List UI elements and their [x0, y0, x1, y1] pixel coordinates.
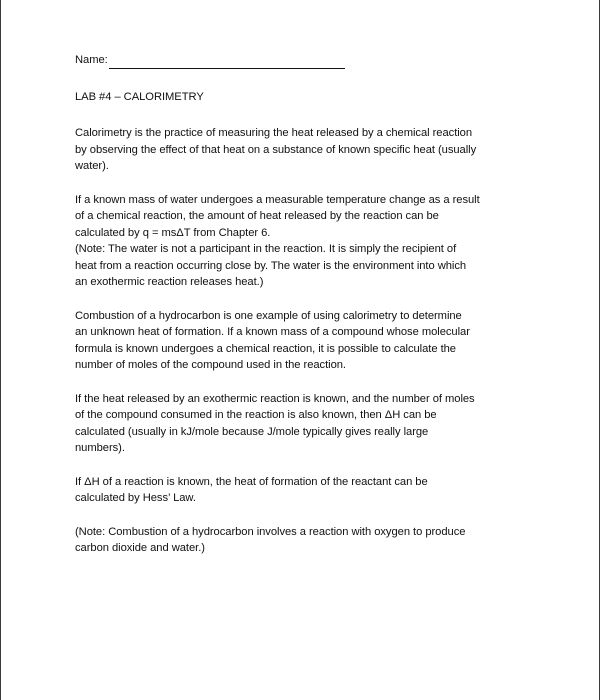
text-line: formula is known undergoes a chemical reaction, it is possible to calculate the — [75, 342, 456, 355]
document-content — [75, 52, 535, 557]
text-line: calculated by q = msΔT from Chapter 6. — [75, 226, 271, 239]
text-line: carbon dioxide and water.) — [75, 542, 205, 554]
text-line: Calorimetry is the practice of measuring the heat released by a chemical reaction — [75, 127, 473, 139]
text-line: If ΔH of a reaction is known, the heat of formation of the reactant can be — [75, 475, 428, 488]
text-line: of the compound consumed in the reaction is also known, then ΔH can be — [75, 409, 437, 421]
name-field — [75, 52, 535, 69]
paragraph-calorimetry-definition — [75, 125, 535, 175]
text-line: numbers). — [75, 442, 125, 454]
text-line: (Note: The water is not a participant in the reaction. It is simply the recipient of — [75, 243, 457, 255]
paragraph-hess-law — [75, 474, 535, 507]
name-label: Name: — [75, 54, 108, 66]
name-blank-line — [109, 56, 345, 69]
paragraph-water-temperature — [75, 192, 535, 291]
text-line: calculated by Hess’ Law. — [75, 492, 196, 504]
text-line: of a chemical reaction, the amount of heat released by the reaction can be — [75, 210, 439, 222]
lab-title: LAB #4 – CALORIMETRY — [75, 90, 204, 103]
text-line: If a known mass of water undergoes a measurable temperature change as a result — [75, 193, 480, 206]
paragraph-delta-h-calculation — [75, 391, 535, 457]
text-line: If the heat released by an exothermic reaction is known, and the number of moles — [75, 392, 475, 405]
text-line: heat from a reaction occurring close by. The water is the environment into which — [75, 259, 467, 272]
text-line: number of moles of the compound used in the reaction. — [75, 359, 346, 371]
paragraph-combustion-example — [75, 308, 535, 374]
text-line: water). — [75, 160, 109, 172]
text-line: by observing the effect of that heat on a substance of known specific heat (usually — [75, 143, 477, 156]
text-line: an exothermic reaction releases heat.) — [75, 276, 264, 288]
text-line: an unknown heat of formation. If a known mass of a compound whose molecular — [75, 326, 470, 338]
text-line: (Note: Combustion of a hydrocarbon involves a reaction with oxygen to produce — [75, 525, 466, 538]
text-line: calculated (usually in kJ/mole because J/mole typically gives really large — [75, 425, 429, 438]
paragraph-combustion-note — [75, 524, 535, 557]
text-line: Combustion of a hydrocarbon is one example of using calorimetry to determine — [75, 309, 462, 322]
